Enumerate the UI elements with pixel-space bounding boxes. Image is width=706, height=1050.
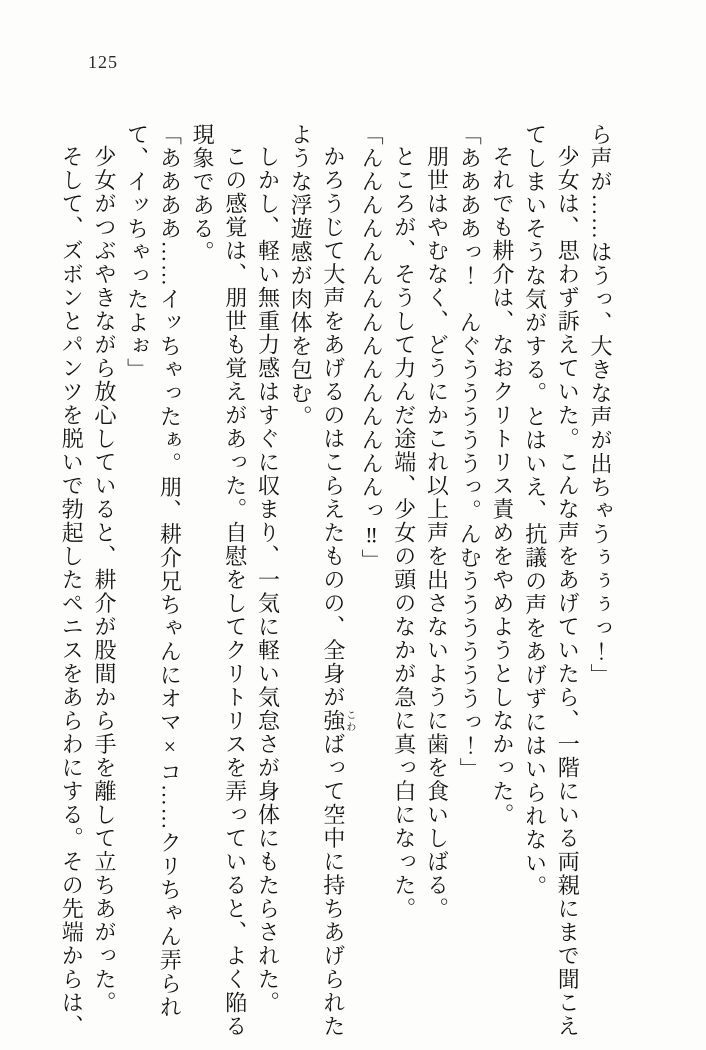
furigana: こわ [343,709,355,733]
paragraph-dialogue: 「ああああ……イッちゃったぁ。朋、耕介兄ちゃんにオマ×コ……クリちゃん弄られて、イッちゃったよぉ」 [124,123,183,1019]
ruby-annotation [320,709,355,733]
paragraph-dialogue: 「んんんんんんんんんんんんんんんっ‼」 [359,123,385,573]
paragraph: 少女は、思わず訴えていた。こんな声をあげていたら、一階にいる両親にまで聞こえてしまいそうな気がする。とはいえ、抗議の声をあげずにはいられない。 [522,123,581,1038]
ruby-base: 強 [320,709,346,733]
paragraph-dialogue: 「ああああっ！ んぐうううううっ。んむううううううっ！」 [457,123,483,781]
paragraph: この感覚は、朋世も覚えがあった。自慰をしてクリトリスを弄っていると、よく陥る現象である。 [190,123,248,1038]
paragraph: ところが、そうして力んだ途端、少女の頭のなかが急に真っ白になった。 [391,145,417,921]
body-text [55,123,616,1045]
paragraph-text: かろうじて大声をあげるのはこらえたものの、全身が [320,145,346,709]
page-number: 125 [88,52,118,72]
paragraph: 少女がつぶやきながら放心していると、耕介が股間から手を離して立ちあがった。 [91,145,117,1015]
paragraph: そして、ズボンとパンツを脱いで勃起したペニスをあらわにする。その先端からは、 [59,145,85,1038]
paragraph: 朋世はやむなく、どうにかこれ以上声を出さないように歯を食いしばる。 [424,145,450,921]
paragraph: しかし、軽い無重力感はすぐに収まり、一気に軽い気怠さが身体にもたらされた。 [255,145,281,1015]
paragraph-text: ばって空中に持ちあげられたような浮遊感が肉体を包む。 [288,123,346,1038]
paragraph-with-ruby [283,123,354,1045]
paragraph-continuation: ら声が……はうっ、大きな声が出ちゃうぅぅぅっ！」 [588,123,613,687]
paragraph: それでも耕介は、なおクリトリス責めをやめようとしなかった。 [489,145,515,827]
